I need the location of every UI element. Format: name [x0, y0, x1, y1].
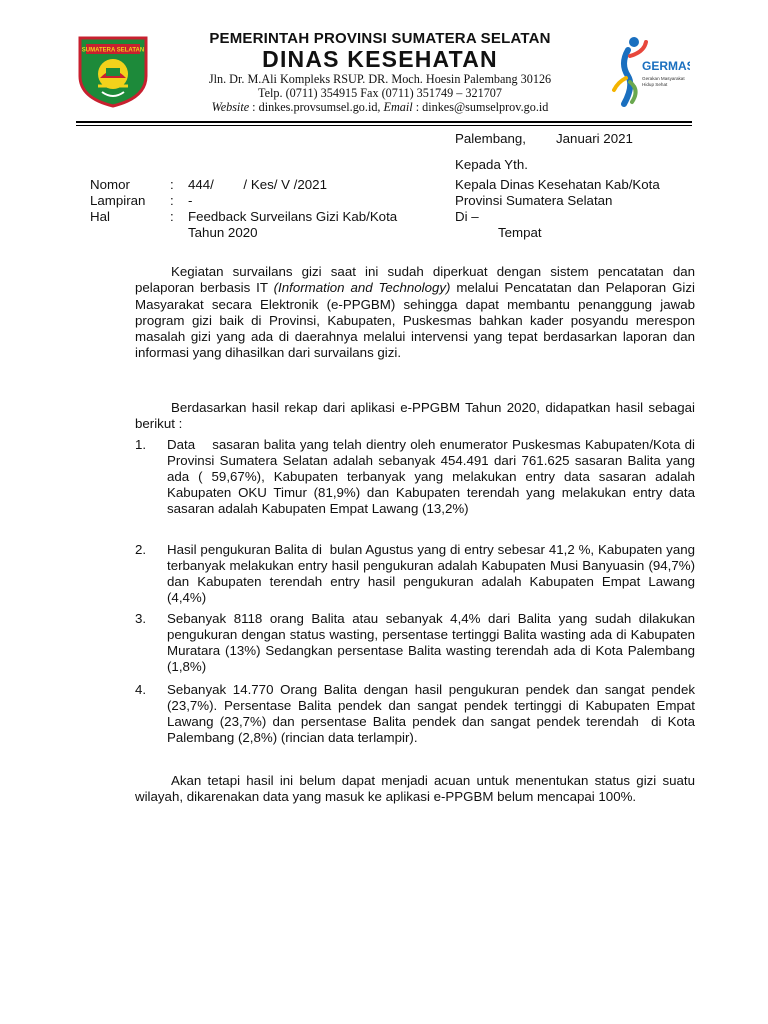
phone-line: Telp. (0711) 354915 Fax (0711) 351749 – 321707	[258, 86, 502, 100]
nomor-value: 444/ / Kes/ V /2021	[188, 177, 327, 192]
svg-text:Hidup Sehat: Hidup Sehat	[642, 82, 668, 87]
hal-label: Hal	[90, 209, 110, 224]
germas-logo	[610, 30, 690, 110]
recipient-greeting: Kepada Yth.	[455, 157, 528, 172]
lampiran-colon: :	[170, 193, 174, 208]
list-item	[135, 542, 699, 606]
list-item-number: 2.	[135, 542, 147, 557]
province-emblem-logo	[76, 34, 150, 108]
hal-colon: :	[170, 209, 174, 224]
place: Palembang,	[455, 131, 526, 146]
lampiran-value: -	[188, 193, 193, 208]
list-item-text: Sebanyak 14.770 Orang Balita dengan hasil pengukuran pendek dan sangat pendek (23,7%). Persentase Balita pendek dan sangat pendek tertinggi di Kabupaten Empat Lawang (23,7%) dan persentase Balita pendek dan sangat pendek terendah di Kota Palembang (2,8%) (rincian data terlampir).	[167, 682, 699, 745]
hal-value-line1: Feedback Surveilans Gizi Kab/Kota	[188, 209, 398, 224]
intro-text-italic: (Information and Technology)	[273, 280, 451, 296]
email-value: : dinkes@sumselprov.go.id	[412, 100, 549, 114]
svg-text:GERMAS: GERMAS	[642, 59, 690, 73]
list-item-text: Sebanyak 8118 orang Balita atau sebanyak 4,4% dari Balita yang sudah dilakukan pengukuran dengan status wasting, persentase tertinggi Balita wasting ada di Kabupaten Muratara (13%) Sedangkan persentase Balita wasting terendah ada di Kota Palembang (1,8%)	[167, 611, 699, 674]
letter-date: Januari 2021	[556, 131, 633, 146]
list-item-number: 1.	[135, 437, 147, 452]
nomor-label: Nomor	[90, 177, 130, 192]
email-label: Email	[383, 100, 413, 114]
hal-value-line2: Tahun 2020	[188, 225, 258, 240]
svg-text:Gerakan Masyarakat: Gerakan Masyarakat	[642, 76, 685, 81]
recipient-line-3: Di –	[455, 209, 479, 224]
paragraph-intro	[135, 264, 695, 362]
nomor-colon: :	[170, 177, 174, 192]
intro-text-a: Kegiatan survailans gizi saat ini sudah diperkuat dengan sistem pencatatan dan pelaporan berbasis IT	[135, 264, 695, 296]
address-line: Jln. Dr. M.Ali Kompleks RSUP. DR. Moch. Hoesin Palembang 30126	[208, 72, 552, 86]
closing-text: Akan tetapi hasil ini belum dapat menjadi acuan untuk menentukan status gizi suatu wilayah, dikarenakan data yang masuk ke aplikasi e-PPGBM belum mencapai 100%.	[135, 773, 695, 805]
web-email-line	[150, 100, 610, 114]
results-intro-text: Berdasarkan hasil rekap dari aplikasi e-PPGBM Tahun 2020, didapatkan hasil sebagai berikut :	[135, 400, 695, 432]
recipient-line-1: Kepala Dinas Kesehatan Kab/Kota	[455, 177, 660, 192]
agency-name: DINAS KESEHATAN	[262, 46, 498, 72]
list-item-text: Data sasaran balita yang telah dientry oleh enumerator Puskesmas Kabupaten/Kota di Provinsi Sumatera Selatan adalah sebanyak 454.491 dari 761.625 sasaran Balita yang ada ( 59,67%), Kabupaten terbanyak yang melakukan entry data sasaran adalah Kabupaten OKU Timur (81,9%) dan Kabupaten terendah yang melakukan entry data sasaran adalah Kabupaten Empat Lawang (13,2%)	[167, 437, 699, 516]
list-item-number: 3.	[135, 611, 147, 626]
recipient-line-2: Provinsi Sumatera Selatan	[455, 193, 613, 208]
paragraph-closing	[135, 773, 695, 806]
letterhead-contact	[150, 72, 610, 114]
list-item	[135, 611, 699, 675]
list-item	[135, 437, 699, 517]
svg-text:SUMATERA SELATAN: SUMATERA SELATAN	[81, 47, 145, 54]
province-line: PEMERINTAH PROVINSI SUMATERA SELATAN	[209, 30, 551, 47]
website-value: : dinkes.provsumsel.go.id,	[249, 100, 384, 114]
website-label: Website	[211, 100, 250, 114]
lampiran-label: Lampiran	[90, 193, 146, 208]
letterhead-divider	[76, 121, 692, 123]
list-item-text: Hasil pengukuran Balita di bulan Agustus yang di entry sebesar 41,2 %, Kabupaten yang terbanyak melakukan entry hasil pengukuran adalah Kabupaten Musi Banyuasin (94,7%) dan Kabupaten terendah entry hasil pengukuran adalah Kabupaten Empat Lawang (4,4%)	[167, 542, 699, 605]
list-item-number: 4.	[135, 682, 147, 697]
intro-text-c: melalui Pencatatan dan Pelaporan Gizi Masyarakat secara Elektronik (e-PPGBM) sehingga dapat membantu penanggung jawab program gizi baik di Provinsi, Kabupaten, Puskesmas bahkan kader posyandu merespon masalah gizi yang ada di daerahnya melalui intervensi yang tepat berdasarkan laporan dan informasi yang dihasilkan dari survailans gizi.	[135, 280, 695, 361]
list-item	[135, 682, 699, 746]
letterhead-divider-thin	[76, 125, 692, 126]
recipient-line-4: Tempat	[498, 225, 542, 240]
paragraph-results-intro	[135, 400, 695, 433]
